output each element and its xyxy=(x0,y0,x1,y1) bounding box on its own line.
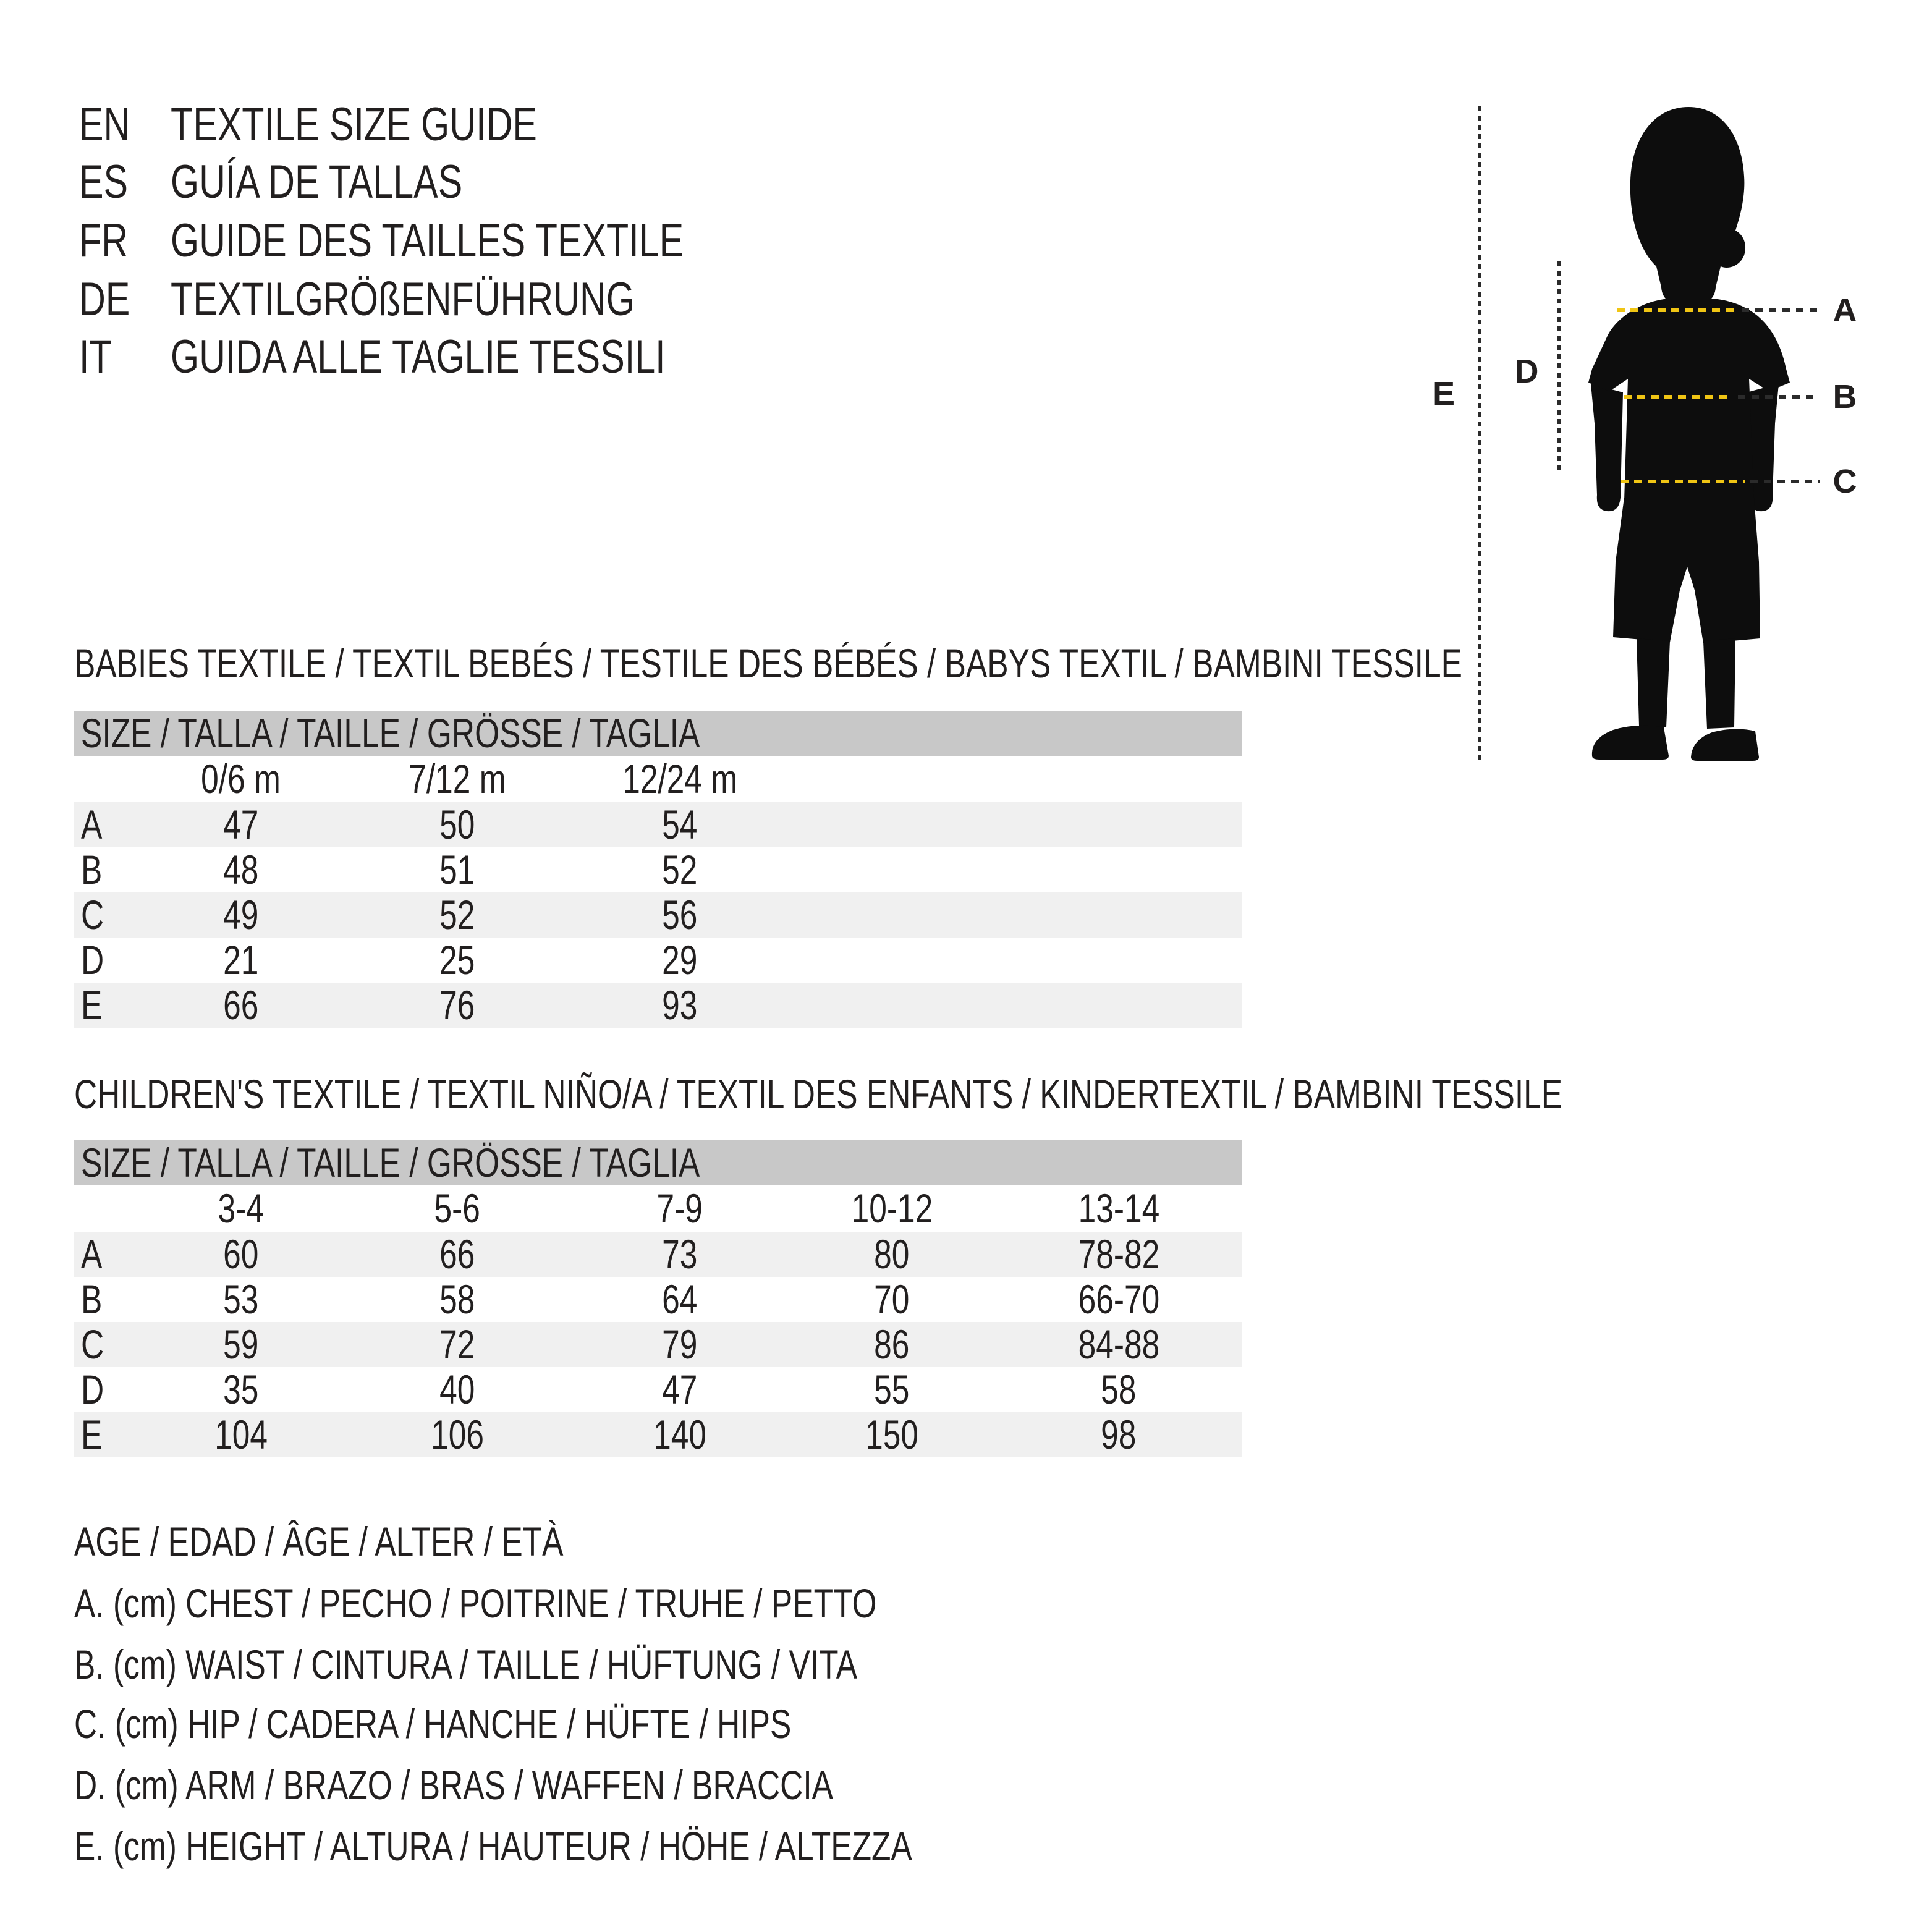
figure-label-c: C xyxy=(1832,463,1857,500)
height-measure-line-e xyxy=(1478,106,1481,765)
row-label-text: E xyxy=(81,982,103,1028)
silhouette-right-leg xyxy=(1703,638,1735,729)
cell-value: 54 xyxy=(662,802,698,847)
lang-title-text: TEXTILE SIZE GUIDE xyxy=(171,98,537,151)
waist-measure-line-yellow xyxy=(1624,395,1732,399)
table-cell xyxy=(161,1412,321,1457)
table-cell xyxy=(600,1367,760,1412)
cell-value: 29 xyxy=(662,937,698,983)
cell-value: 76 xyxy=(439,982,475,1028)
babies-col-12-24m xyxy=(600,756,760,802)
babies-row-d xyxy=(74,938,1242,983)
children-row-d xyxy=(74,1367,1242,1412)
cell-value: 140 xyxy=(653,1412,706,1457)
lang-title-text: GUIDE DES TAILLES TEXTILE xyxy=(171,214,684,267)
lang-code-es xyxy=(79,158,142,207)
col-label: 10-12 xyxy=(851,1185,933,1231)
babies-size-header-bar xyxy=(74,711,1242,756)
children-col-13-14 xyxy=(1038,1185,1199,1232)
table-cell xyxy=(161,847,321,892)
cell-value: 50 xyxy=(439,802,475,847)
silhouette-right-shoe xyxy=(1691,729,1759,761)
row-label-text: D xyxy=(81,937,104,983)
row-label-text: C xyxy=(81,892,104,938)
row-label-text: B xyxy=(81,1276,103,1322)
legend-text: D. (cm) ARM / BRAZO / BRAS / WAFFEN / BRACCIA xyxy=(74,1762,833,1808)
legend-arm xyxy=(74,1760,1047,1810)
cell-value: 40 xyxy=(439,1366,475,1412)
table-cell xyxy=(600,1232,760,1277)
cell-value: 56 xyxy=(662,892,698,938)
children-row-c xyxy=(74,1322,1242,1367)
lang-title-text: GUÍA DE TALLAS xyxy=(171,156,463,208)
cell-value: 80 xyxy=(874,1231,910,1277)
babies-row-a xyxy=(74,802,1242,847)
row-label xyxy=(81,1322,111,1367)
lang-title-text: TEXTILGRÖßENFÜHRUNG xyxy=(171,273,635,326)
row-label xyxy=(81,1277,108,1322)
waist-measure-line-dark xyxy=(1738,395,1816,399)
col-label: 3-4 xyxy=(218,1185,265,1231)
cell-value: 79 xyxy=(662,1321,698,1367)
cell-value: 73 xyxy=(662,1231,698,1277)
cell-value: 84-88 xyxy=(1078,1321,1159,1367)
babies-row-e xyxy=(74,983,1242,1028)
figure-label-d: D xyxy=(1514,353,1539,390)
cell-value: 52 xyxy=(662,847,698,892)
row-label xyxy=(81,892,111,938)
silhouette-left-shoe xyxy=(1592,726,1669,760)
lang-code-text: ES xyxy=(79,156,129,208)
cell-value: 106 xyxy=(431,1412,484,1457)
table-cell xyxy=(600,983,760,1028)
lang-title-de xyxy=(171,275,766,324)
cell-value: 55 xyxy=(874,1366,910,1412)
legend-text: AGE / EDAD / ÂGE / ALTER / ETÀ xyxy=(74,1519,564,1564)
cell-value: 59 xyxy=(223,1321,259,1367)
cell-value: 51 xyxy=(439,847,475,892)
lang-title-text: GUIDA ALLE TAGLIE TESSILI xyxy=(171,331,666,383)
table-cell xyxy=(600,1412,760,1457)
legend-text: E. (cm) HEIGHT / ALTURA / HAUTEUR / HÖHE / ALTEZZA xyxy=(74,1823,912,1869)
cell-value: 70 xyxy=(874,1276,910,1322)
children-col-3-4 xyxy=(161,1185,321,1232)
table-cell xyxy=(377,938,538,983)
arm-measure-line-d xyxy=(1557,261,1561,475)
children-title-text: CHILDREN'S TEXTILE / TEXTIL NIÑO/A / TEXTIL DES ENFANTS / KINDERTEXTIL / BAMBINI TESSILE xyxy=(74,1071,1563,1117)
lang-title-en xyxy=(171,100,640,150)
legend-age xyxy=(74,1517,701,1566)
cell-value: 49 xyxy=(223,892,259,938)
legend-height xyxy=(74,1821,1148,1871)
cell-value: 53 xyxy=(223,1276,259,1322)
table-cell xyxy=(161,892,321,938)
table-cell xyxy=(1038,1232,1199,1277)
table-cell xyxy=(811,1277,972,1322)
legend-hip xyxy=(74,1699,994,1748)
row-label xyxy=(81,847,108,892)
figure-label-e: E xyxy=(1432,375,1455,412)
row-label xyxy=(81,802,108,847)
col-label: 7/12 m xyxy=(409,756,506,802)
cell-value: 58 xyxy=(439,1276,475,1322)
cell-value: 25 xyxy=(439,937,475,983)
children-row-e xyxy=(74,1412,1242,1457)
hip-measure-line-yellow xyxy=(1621,480,1745,483)
row-label xyxy=(81,1232,108,1277)
children-row-a xyxy=(74,1232,1242,1277)
table-cell xyxy=(811,1322,972,1367)
cell-value: 35 xyxy=(223,1366,259,1412)
legend-text: B. (cm) WAIST / CINTURA / TAILLE / HÜFTUNG / VITA xyxy=(74,1642,858,1687)
silhouette-left-arm xyxy=(1591,384,1623,511)
table-cell xyxy=(161,983,321,1028)
cell-value: 47 xyxy=(662,1366,698,1412)
chest-measure-line-dark xyxy=(1742,308,1817,312)
cell-value: 72 xyxy=(439,1321,475,1367)
children-col-7-9 xyxy=(600,1185,760,1232)
figure-label-a: A xyxy=(1832,292,1857,329)
lang-title-es xyxy=(171,158,544,207)
babies-col-0-6m xyxy=(161,756,321,802)
table-cell xyxy=(161,938,321,983)
lang-code-it xyxy=(79,333,121,382)
children-column-header-row xyxy=(74,1185,1242,1232)
table-cell xyxy=(377,983,538,1028)
silhouette-shorts xyxy=(1613,498,1760,643)
legend-text: A. (cm) CHEST / PECHO / POITRINE / TRUHE / PETTO xyxy=(74,1580,877,1626)
row-label xyxy=(81,983,108,1028)
lang-code-text: EN xyxy=(79,98,130,151)
cell-value: 66 xyxy=(223,982,259,1028)
col-label: 5-6 xyxy=(434,1185,481,1231)
table-cell xyxy=(600,847,760,892)
hip-measure-line-dark xyxy=(1750,480,1820,483)
lang-title-fr xyxy=(171,216,828,266)
silhouette-left-leg xyxy=(1637,638,1670,727)
table-cell xyxy=(600,1277,760,1322)
lang-code-de xyxy=(79,275,145,324)
lang-code-text: IT xyxy=(79,331,112,383)
babies-row-b xyxy=(74,847,1242,892)
table-cell xyxy=(600,892,760,938)
cell-value: 48 xyxy=(223,847,259,892)
cell-value: 93 xyxy=(662,982,698,1028)
table-cell xyxy=(377,892,538,938)
row-label-text: B xyxy=(81,847,103,892)
table-cell xyxy=(161,1277,321,1322)
col-label: 7-9 xyxy=(656,1185,703,1231)
row-label-text: A xyxy=(81,802,103,847)
figure-label-b: B xyxy=(1832,378,1857,415)
cell-value: 64 xyxy=(662,1276,698,1322)
table-cell xyxy=(811,1232,972,1277)
silhouette-head xyxy=(1630,107,1745,306)
cell-value: 150 xyxy=(865,1412,918,1457)
row-label-text: A xyxy=(81,1231,103,1277)
babies-col-7-12m xyxy=(377,756,538,802)
cell-value: 86 xyxy=(874,1321,910,1367)
children-size-header-bar xyxy=(74,1140,1242,1185)
babies-title-text: BABIES TEXTILE / TEXTIL BEBÉS / TESTILE DES BÉBÉS / BABYS TEXTIL / BAMBINI TESSILE xyxy=(74,640,1462,686)
table-cell xyxy=(1038,1412,1199,1457)
table-cell xyxy=(600,802,760,847)
lang-code-fr xyxy=(79,216,142,266)
table-cell xyxy=(600,938,760,983)
row-label xyxy=(81,1367,111,1412)
table-cell xyxy=(1038,1277,1199,1322)
table-cell xyxy=(377,847,538,892)
child-silhouette-image xyxy=(1570,102,1800,766)
cell-value: 58 xyxy=(1101,1366,1137,1412)
table-cell xyxy=(377,802,538,847)
table-cell xyxy=(377,1412,538,1457)
children-col-5-6 xyxy=(377,1185,538,1232)
cell-value: 66 xyxy=(439,1231,475,1277)
table-cell xyxy=(377,1322,538,1367)
table-cell xyxy=(600,1322,760,1367)
cell-value: 104 xyxy=(214,1412,268,1457)
cell-value: 60 xyxy=(223,1231,259,1277)
table-cell xyxy=(811,1412,972,1457)
legend-text: C. (cm) HIP / CADERA / HANCHE / HÜFTE / HIPS xyxy=(74,1701,792,1747)
row-label xyxy=(81,938,111,983)
lang-code-text: DE xyxy=(79,273,130,326)
legend-waist xyxy=(74,1640,1078,1689)
row-label xyxy=(81,1412,108,1457)
col-label: 0/6 m xyxy=(201,756,281,802)
cell-value: 47 xyxy=(223,802,259,847)
legend-chest xyxy=(74,1578,1103,1628)
babies-column-header-row xyxy=(74,756,1242,802)
lang-code-en xyxy=(79,100,145,150)
row-label-text: E xyxy=(81,1412,103,1457)
babies-size-header-text: SIZE / TALLA / TAILLE / GRÖSSE / TAGLIA xyxy=(81,710,700,756)
table-cell xyxy=(161,802,321,847)
table-cell xyxy=(1038,1367,1199,1412)
row-label-text: D xyxy=(81,1366,104,1412)
table-cell xyxy=(811,1367,972,1412)
cell-value: 78-82 xyxy=(1078,1231,1159,1277)
babies-row-c xyxy=(74,892,1242,938)
table-cell xyxy=(377,1232,538,1277)
col-label: 12/24 m xyxy=(622,756,738,802)
table-cell xyxy=(161,1232,321,1277)
table-cell xyxy=(377,1367,538,1412)
table-cell xyxy=(161,1322,321,1367)
lang-code-text: FR xyxy=(79,214,129,267)
cell-value: 52 xyxy=(439,892,475,938)
table-cell xyxy=(377,1277,538,1322)
cell-value: 66-70 xyxy=(1078,1276,1159,1322)
children-col-10-12 xyxy=(811,1185,972,1232)
cell-value: 21 xyxy=(223,937,259,983)
lang-title-it xyxy=(171,333,805,382)
children-size-header-text: SIZE / TALLA / TAILLE / GRÖSSE / TAGLIA xyxy=(81,1140,700,1185)
row-label-text: C xyxy=(81,1321,104,1367)
cell-value: 98 xyxy=(1101,1412,1137,1457)
children-row-b xyxy=(74,1277,1242,1322)
col-label: 13-14 xyxy=(1078,1185,1159,1231)
chest-measure-line-yellow xyxy=(1617,308,1738,312)
table-cell xyxy=(1038,1322,1199,1367)
children-section-title xyxy=(74,1069,1932,1119)
table-cell xyxy=(161,1367,321,1412)
